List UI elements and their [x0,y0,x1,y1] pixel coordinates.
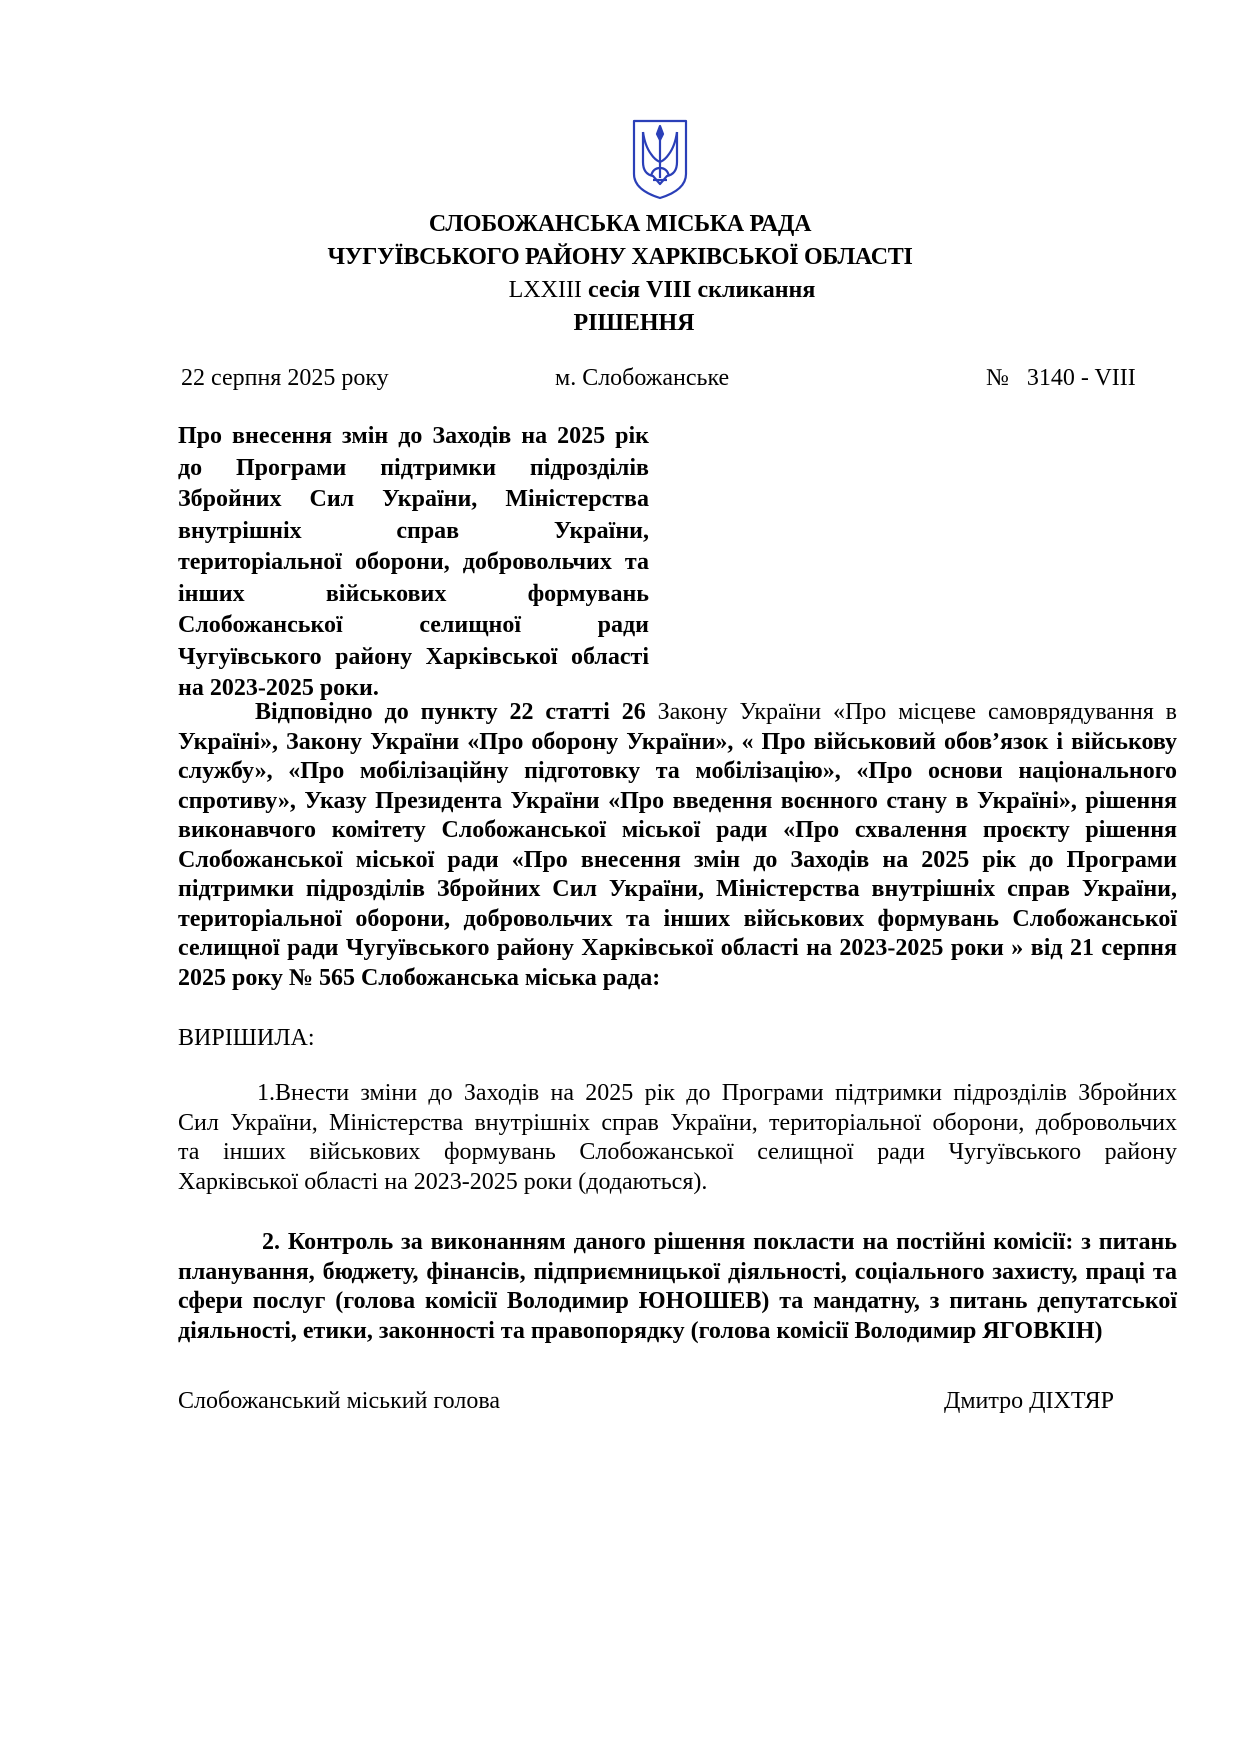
subject-line: інших військових формувань [178,580,649,607]
preamble-paragraph [178,698,1177,993]
item-line: 2. Контроль за виконанням даного рішення покласти на постійні комісії: з питань [262,1229,1177,1255]
preamble-line: виконавчого комітету Слобожанської міської ради «Про схвалення проєкту рішення [178,817,1177,843]
preamble-line: службу», «Про мобілізаційну підготовку та мобілізацію», «Про основи національного [178,758,1177,784]
preamble-line: підтримки підрозділів Збройних Сил України, Міністерства внутрішніх справ України, [178,876,1177,902]
preamble-line [178,698,1177,728]
preamble-text: Закону України «Про місцеве самоврядування в [645,699,1177,725]
subject-line: Чугуївського району Харківської області [178,643,649,670]
item-line: Сил України, Міністерства внутрішніх справ України, територіальної оборони, добровольчих [178,1109,1177,1136]
item-line: планування, бюджету, фінансів, підприємницької діяльності, соціального захисту, праці та [178,1258,1177,1285]
preamble-line: спротиву», Указу Президента України «Про введення воєнного стану в Україні», рішення [178,787,1177,814]
signatory-name: Дмитро ДІХТЯР [944,1388,1114,1414]
decision-city: м. Слобожанське [555,365,730,391]
subject-line: Збройних Сил України, Міністерства [178,486,649,512]
item-line: 1.Внести зміни до Заходів на 2025 рік до Програми підтримки підрозділів Збройних [257,1080,1177,1106]
preamble-line: селищної ради Чугуївського району Харківської області на 2023-2025 роки » від 21 серпня [178,935,1177,961]
document-type: РІШЕННЯ [573,310,695,336]
preamble-text: Україні», [178,728,278,755]
item-line: та інших військових формувань Слобожанської селищної ради Чугуївського району [178,1139,1177,1165]
council-name: СЛОБОЖАНСЬКА МІСЬКА РАДА [428,211,812,237]
preamble-line: територіальної оборони, добровольчих та інших військових формувань Слобожанської [178,905,1177,932]
decision-date: 22 серпня 2025 року [181,365,389,391]
signatory-title: Слобожанський міський голова [178,1388,500,1414]
preamble-line [178,728,1177,758]
item-line: сфери послуг (голова комісії Володимир ЮНОШЕВ) та мандатну, з питань депутатської [178,1288,1177,1314]
district-name: ЧУГУЇВСЬКОГО РАЙОНУ ХАРКІВСЬКОЇ ОБЛАСТІ [327,244,913,270]
session-number: LXXIII [508,277,582,303]
decision-item-1 [178,1079,1177,1197]
subject-line: Слобожанської селищної ради [178,612,649,638]
decision-number: № 3140 - VIII [986,365,1136,391]
preamble-line: Слобожанської міської ради «Про внесення змін до Заходів на 2025 рік до Програми [178,846,1177,873]
item-line: діяльності, етики, законності та правопорядку (голова комісії Володимир ЯГОВКІН) [178,1317,1103,1344]
preamble-line: 2025 року № 565 Слобожанська міська рада: [178,964,661,991]
subject-line: до Програми підтримки підрозділів [178,454,649,481]
preamble-bold-text: Закону України «Про оборону України», « Про військовий обов’язок і військову [277,728,1177,755]
subject-line: територіальної оборони, добровольчих та [178,549,649,575]
trident-icon [631,118,689,200]
resolved-heading: ВИРІШИЛА: [178,1025,315,1051]
subject-line: на 2023-2025 роки. [178,675,379,701]
session-text: сесія VIII скликання [587,277,816,303]
subject-line: внутрішніх справ України, [178,517,649,544]
item-line: Харківської області на 2023-2025 роки (додаються). [178,1168,708,1195]
session-line [42,276,1240,304]
decision-item-2 [178,1228,1177,1346]
subject-line: Про внесення змін до Заходів на 2025 рік [178,423,649,449]
decision-subject [178,421,649,705]
preamble-bold-text: Відповідно до пункту 22 статті 26 [255,699,646,725]
